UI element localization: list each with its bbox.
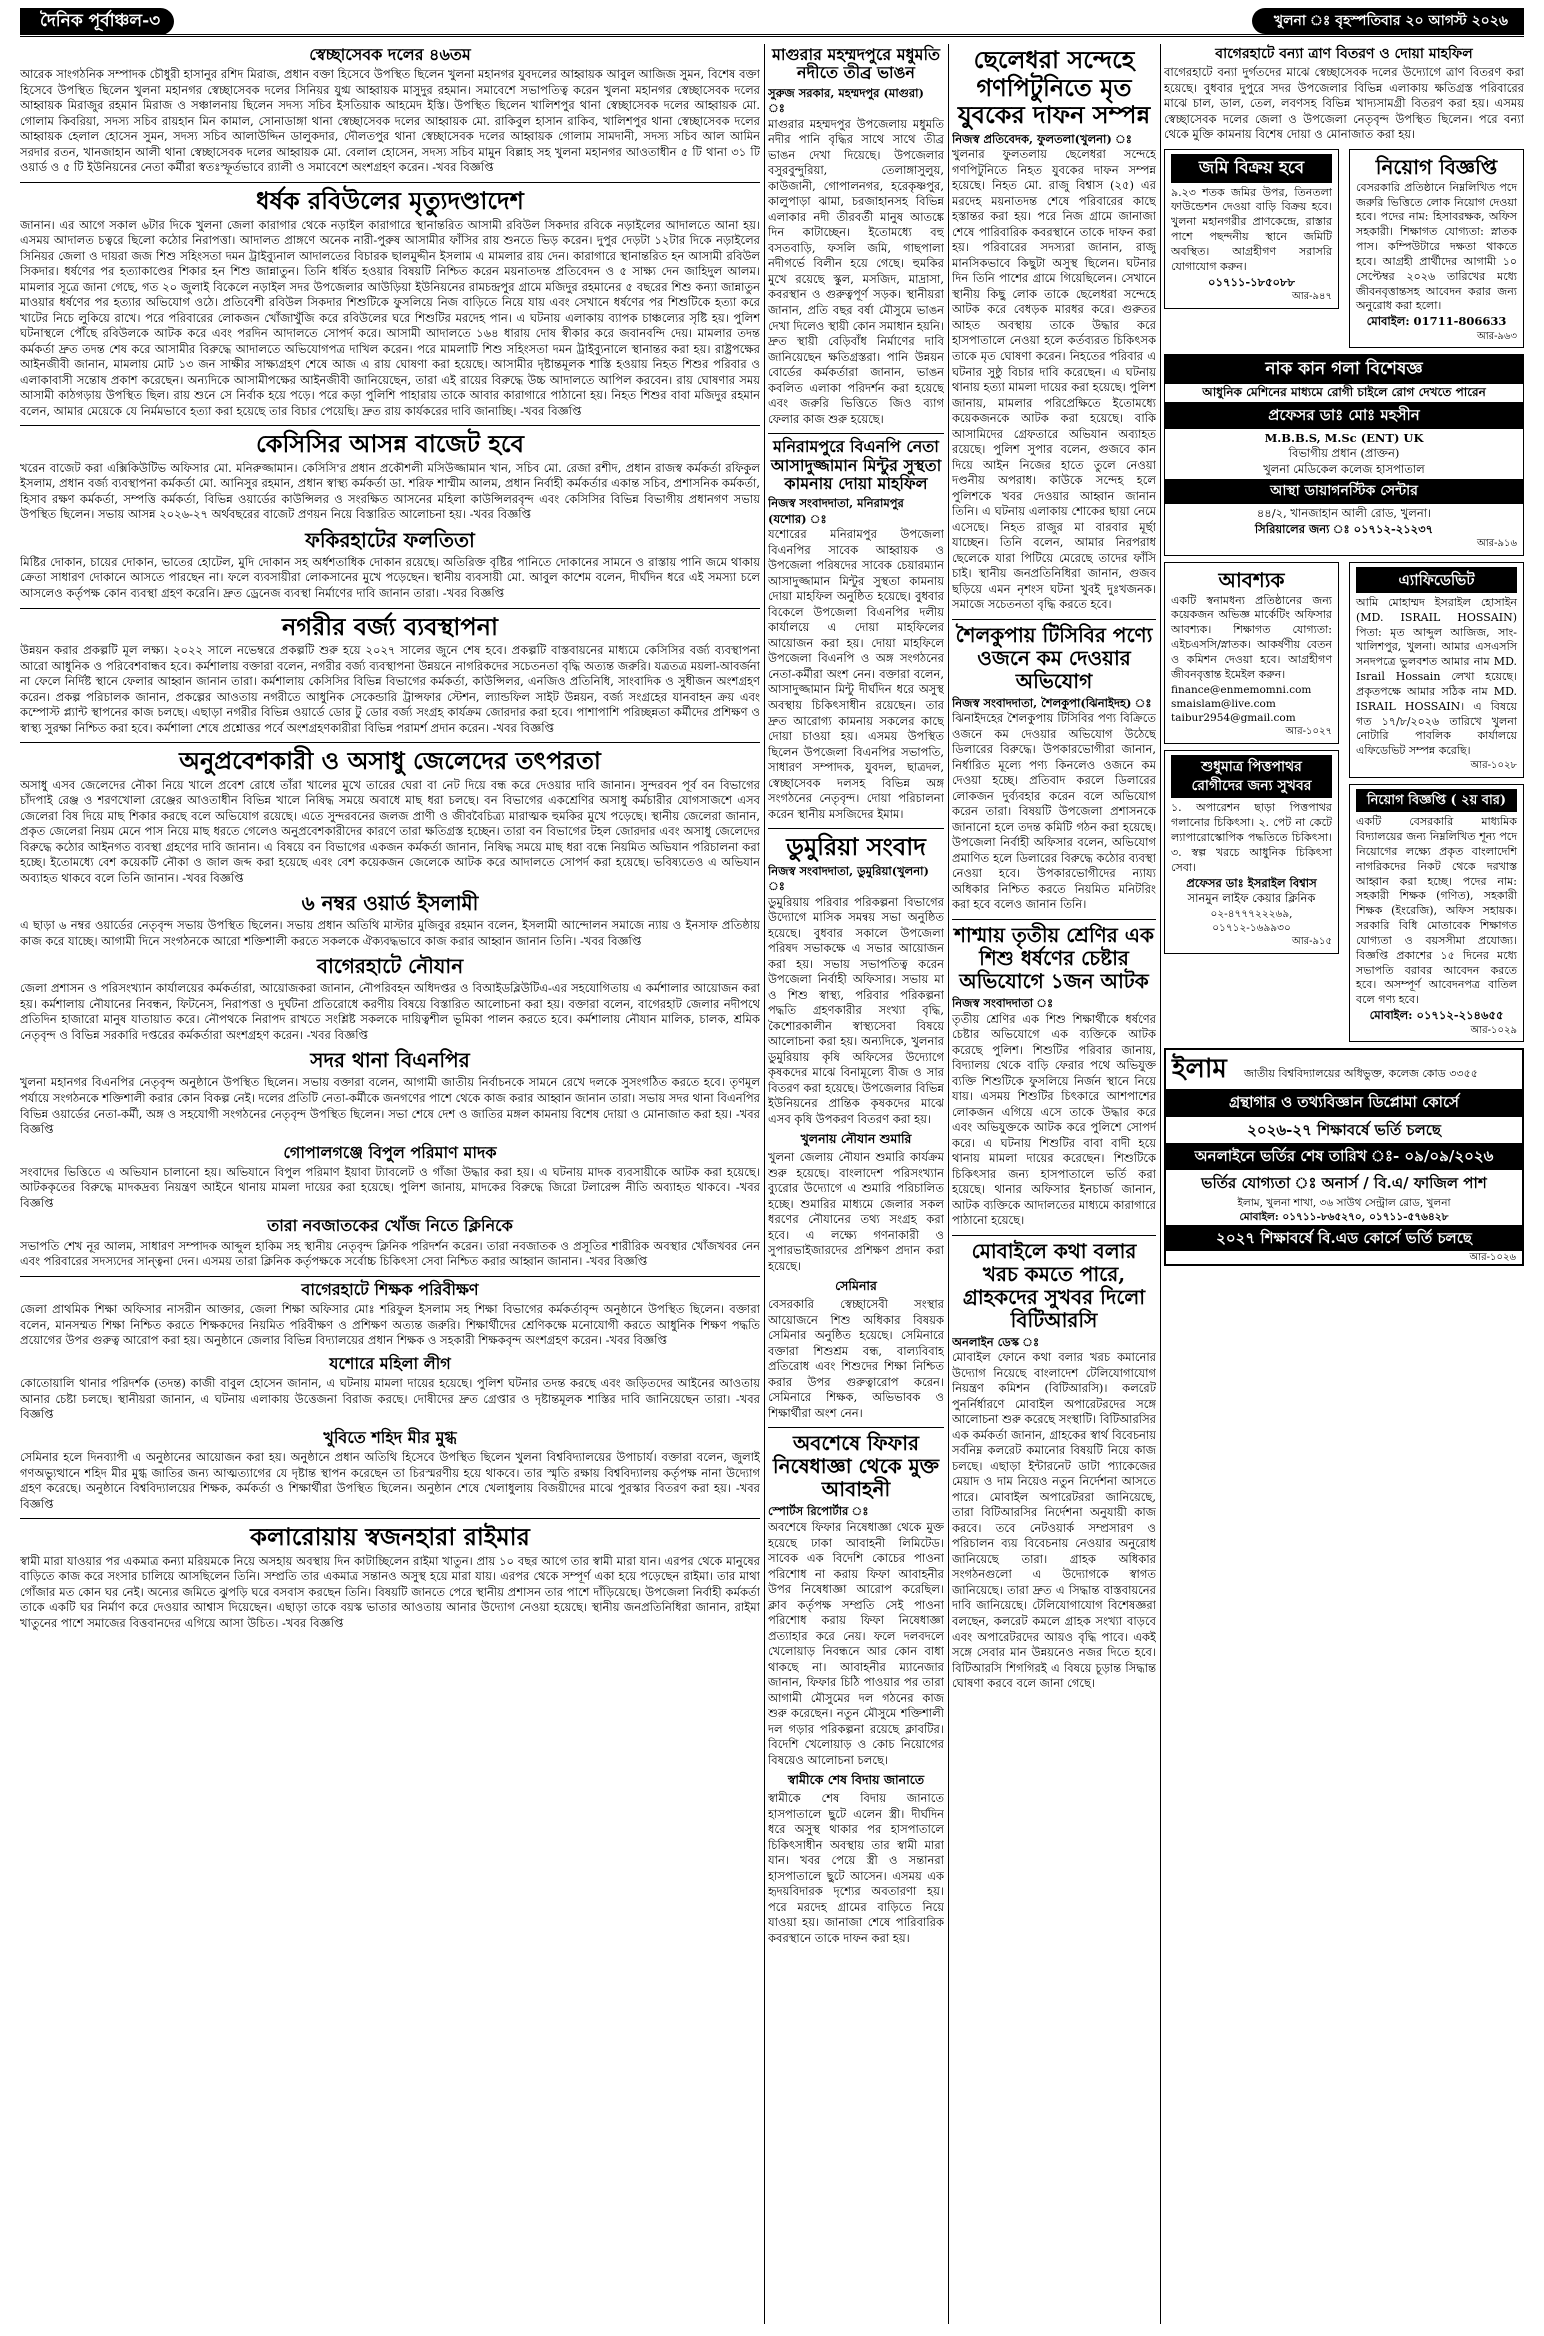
headline: মাগুরার মহম্মদপুরে মধুমতি নদীতে তীব্র ভাঙন — [771, 45, 941, 83]
bagerhat-navy-story — [20, 955, 760, 1043]
byline: সুরুজ সরকার, মহম্মদপুর (মাগুরা) ঃ — [768, 85, 924, 116]
headline: অনুপ্রবেশকারী ও অসাধু জেলেদের তৎপরতা — [179, 746, 601, 776]
subheading: স্বামীকে শেষ বিদায় জানাতে — [787, 1772, 925, 1788]
fisher-story — [20, 747, 760, 886]
tcb-story — [952, 624, 1156, 913]
headline: ৬ নম্বর ওয়ার্ড ইসলামী — [301, 891, 479, 916]
story-body: মিষ্টির দোকান, চায়ের দোকান, ভাতের হোটেল, মুদি দোকান সহ অর্ধশতাধিক দোকান রয়েছে। অতিরিক্ত বৃষ্টির পানিতে দোকানের সামনে ও রাস্তায় পানি জমে থাকায় ক্রেতা সাধারণ দোকানে আসতে পারছেন না। ফলে ব্যবসায়ীরা লোকসানের মুখে পড়েছেন। স্থানীয় ব্যবসায়ী মো. আবুল কাশেম বলেন, দীর্ঘদিন ধরে এই সমস্যা চলে আসলেও কর্তৃপক্ষ কোন ব্যবস্থা গ্রহণ করেনি। দ্রুত ড্রেনেজ ব্যবস্থা নির্মাণের দাবি জানান তারা। -খবর বিজ্ঞপ্তি — [20, 554, 760, 600]
story-body: জেলা প্রাথমিক শিক্ষা অফিসার নাসরীন আক্তার, জেলা শিক্ষা অফিসার মোঃ শরিফুল ইসলাম সহ শিক্ষা বিভাগের কর্মকর্তাবৃন্দ অনুষ্ঠানে উপস্থিত ছিলেন। বক্তারা বলেন, মানসম্মত শিক্ষা নিশ্চিত করতে শিক্ষকদের নিয়মিত পরিবীক্ষণ ও প্রশিক্ষণ অত্যন্ত জরুরি। শিক্ষার্থীদের শ্রেণিকক্ষে মনোযোগী করতে আধুনিক শিক্ষণ পদ্ধতি প্রয়োগের উপর গুরুত্ব আরোপ করা হয়। অনুষ্ঠানে জেলার বিভিন্ন বিদ্যালয়ের প্রধান শিক্ষক ও সহকারী শিক্ষকবৃন্দ অংশগ্রহণ করেন। -খবর বিজ্ঞপ্তি — [20, 1302, 760, 1348]
bnp-story — [20, 1049, 760, 1137]
center-address: ৪৪/২, খানজাহান আলী রোড, খুলনা। — [1256, 506, 1432, 521]
job-ad — [1349, 149, 1524, 349]
issue-date: খুলনা ঃ বৃহস্পতিবার ২০ আগস্ট ২০২৬ — [1252, 8, 1524, 34]
doctor-name: প্রফেসর ডাঃ মোঃ মহসীন — [1165, 402, 1523, 428]
headline: যশোরে মহিলা লীগ — [329, 1353, 451, 1373]
story-body: এ ছাড়া ৬ নম্বর ওয়ার্ডের নেতৃবৃন্দ সভায় উপস্থিত ছিলেন। সভায় প্রধান অতিথি মাস্টার মুজিবুর রহমান বলেন, ইসলামী আন্দোলন সমাজে ন্যায় ও ইনসাফ প্রতিষ্ঠায় কাজ করে যাচ্ছে। আগামী দিনে সংগঠনকে আরো শক্তিশালী করতে সকলকে ঐক্যবদ্ধভাবে কাজ করার আহ্বান জানান তিনি। -খবর বিজ্ঞপ্তি — [20, 918, 760, 948]
wanted-ad — [1164, 562, 1339, 744]
column-3 — [952, 44, 1156, 2328]
kalaroa-story — [20, 1523, 760, 1631]
byline: নিজস্ব প্রতিবেদক, ফুলতলা(খুলনা) ঃ — [952, 131, 1132, 146]
edu-story — [20, 1281, 760, 1349]
ad-email: smaislam@live.com — [1171, 697, 1276, 710]
ad-body: আমি মোহাম্মদ ইসরাইল হোসাইন (MD. ISRAIL HOSSAIN) পিতা: মৃত আব্দুল আজিজ, সাং- খালিশপুর, খুলনা। আমার এসএসসি সনদপত্রে ভুলবশত আমার নাম MD. Israil Hossain লেখা হয়েছে। প্রকৃতপক্ষে আমার সঠিক নাম MD. ISRAIL HOSSAIN। এ বিষয়ে গত ১৭/৮/২০২৬ তারিখে খুলনা নোটারি পাবলিক কার্যালয়ে এফিডেভিট সম্পন্ন করেছি। — [1356, 595, 1517, 758]
phone: মোবাইল: ০১৭১১-৮৬৫২৭০, ০১৭১১-৫৭৬৪২৮ — [1239, 1211, 1449, 1224]
column-1 — [20, 44, 760, 2328]
waste-story — [20, 613, 760, 737]
byline: নিজস্ব সংবাদদাতা, মনিরামপুর (যশোর) ঃ — [768, 496, 904, 526]
ad-contact: মোবাইল: ০১৭১২-২১৪৬৫৫ — [1369, 1008, 1504, 1023]
headline: শাশ্মায় তৃতীয় শ্রেণির এক শিশু ধর্ষণের চেষ্টার অভিযোগে ১জন আটক — [954, 922, 1154, 993]
job-ad-second — [1349, 784, 1524, 1043]
bnp-leader-story — [768, 438, 944, 822]
subheading: খুলনায় নৌযান শুমারি — [800, 1131, 912, 1147]
brand-tagline: জাতীয় বিশ্ববিদ্যালয়ের অধিভুক্ত, কলেজ কোড ৩৩৫৫ — [1243, 1067, 1478, 1081]
ad-title: নিয়োগ বিজ্ঞপ্তি — [1375, 154, 1498, 179]
ad-title: নিয়োগ বিজ্ঞপ্তি ( ২য় বার) — [1356, 789, 1517, 813]
story-body: খরেন বাজেট করা এক্সিকিউটিভ অফিসার মো. মনিরুজ্জামান। কেসিসি'র প্রধান প্রকৌশলী মসিউজ্জামান খান, সচিব মো. রেজা রশীদ, প্রধান রাজস্ব কর্মকর্তা রফিকুল ইসলাম, প্রধান বর্জ্য ব্যবস্থাপনা কর্মকর্তা মো. আনিসুর রহমান, প্রধান স্বাস্থ্য কর্মকর্তা ডা. শরিফ শাম্মীম আলম, প্রধান নির্বাহী কর্মকর্তার একান্ত সচিব, প্রশাসনিক কর্মকর্তা, হিসাব রক্ষণ কর্মকর্তা, সম্পত্তি কর্মকর্তা, বিভিন্ন ওয়ার্ডের কাউন্সিলর ও সংরক্ষিত আসনের মহিলা কাউন্সিলরবৃন্দ এবং কেসিসির বিভিন্ন বিভাগীয় প্রধানগণ সভায় উপস্থিত ছিলেন। সভায় আসন্ন ২০২৬-২৭ অর্থবছরের বাজেট প্রণয়ন নিয়ে বিস্তারিত আলোচনা হয়। -খবর বিজ্ঞপ্তি — [20, 460, 760, 522]
column-2 — [768, 44, 944, 2328]
ad-number: আর-১০২৬ — [1469, 1251, 1516, 1263]
gopalganj-story — [20, 1144, 760, 1212]
ad-title: নাক কান গলা বিশেষজ্ঞ — [1165, 355, 1523, 384]
ad-email: finance@enmemomni.com — [1171, 683, 1312, 696]
story-body: সংবাদের ভিত্তিতে এ অভিযান চালানো হয়। অভিযানে বিপুল পরিমাণ ইয়াবা ট্যাবলেট ও গাঁজা উদ্ধার করা হয়। এ ঘটনায় মাদক ব্যবসায়ীকে আটক করা হয়েছে। আটককৃতের বিরুদ্ধে মাদকদ্রব্য নিয়ন্ত্রণ আইনে থানায় মামলা দায়ের করা হয়েছে। পুলিশ জানায়, মাদকের বিরুদ্ধে জিরো টলারেন্স নীতি অব্যাহত থাকবে। -খবর বিজ্ঞপ্তি — [20, 1164, 760, 1210]
session: ২০২৬-২৭ শিক্ষাবর্ষে ভর্তি চলছে — [1166, 1116, 1522, 1143]
headline: মোবাইলে কথা বলার খরচ কমতে পারে, গ্রাহকদের সুখবর দিলো বিটিআরসি — [962, 1238, 1146, 1332]
fakirhat-story — [20, 529, 760, 602]
story-body: খুলনা জেলায় নৌযান শুমারি কার্যক্রম শুরু হয়েছে। বাংলাদেশ পরিসংখ্যান ব্যুরোর উদ্যোগে এ শুমারি পরিচালিত হচ্ছে। শুমারির মাধ্যমে জেলার সকল ধরণের নৌযানের তথ্য সংগ্রহ করা হবে। এ লক্ষ্যে গণনাকারী ও সুপারভাইজারদের প্রশিক্ষণ প্রদান করা হয়েছে। — [768, 1150, 944, 1273]
ad-number: আর-৯১৫ — [1291, 936, 1332, 948]
page-title: দৈনিক পূর্বাঞ্চল-৩ — [20, 8, 174, 35]
ilam-brand — [1166, 1050, 1522, 1089]
story-body: স্বামীকে শেষ বিদায় জানাতে হাসপাতালে ছুটে এলেন স্ত্রী। দীর্ঘদিন ধরে অসুস্থ থাকার পর হাসপাতালে চিকিৎসাধীন অবস্থায় তার স্বামী মারা যান। খবর পেয়ে স্ত্রী ও সন্তানরা হাসপাতালে ছুটে আসেন। এসময় এক হৃদয়বিদারক দৃশ্যের অবতারণা হয়। পরে মরদেহ গ্রামের বাড়িতে নিয়ে যাওয়া হয়। জানাজা শেষে পারিবারিক কবরস্থানে তাকে দাফন করা হয়। — [768, 1791, 944, 1945]
byline: নিজস্ব সংবাদদাতা ঃ — [952, 995, 1054, 1010]
story-body: সভাপতি শেখ নূর আলম, সাধারণ সম্পাদক আব্দুল হাকিম সহ স্থানীয় নেতৃবৃন্দ ক্লিনিক পরিদর্শন করেন। তারা নবজাতক ও প্রসূতির শারীরিক অবস্থার খোঁজখবর নেন এবং পরিবারের সদস্যদের সান্ত্বনা দেন। এসময় তারা ক্লিনিক কর্তৃপক্ষকে সর্বোচ্চ চিকিৎসা সেবা নিশ্চিত করার আহ্বান জানান। -খবর বিজ্ঞপ্তি — [20, 1238, 760, 1269]
ad-title: জমি বিক্রয় হবে — [1171, 154, 1332, 183]
brand-name: ইলাম — [1172, 1054, 1227, 1085]
ad-title: আবশ্যক — [1218, 567, 1285, 592]
eligibility: ভর্তির যোগ্যতা ঃ অনার্স / বি.এ/ ফাজিল পাশ — [1166, 1169, 1522, 1196]
headline: বাগেরহাটে বন্যা ত্রাণ বিতরণ ও দোয়া মাহফিল — [1215, 46, 1473, 62]
story-body: ডুমুরিয়ায় পরিবার পরিকল্পনা বিভাগের উদ্যোগে মাসিক সমন্বয় সভা অনুষ্ঠিত হয়েছে। বুধবার সকালে উপজেলা পরিষদ সভাকক্ষে এ সভার আয়োজন করা হয়। সভায় সভাপতিত্ব করেন উপজেলা নির্বাহী অফিসার। সভায় মা ও শিশু স্বাস্থ্য, পরিবার পরিকল্পনা পদ্ধতি গ্রহণকারীর সংখ্যা বৃদ্ধি, কৈশোরকালীন স্বাস্থ্যসেবা বিষয়ে আলোচনা করা হয়। অন্যদিকে, খুলনার ডুমুরিয়ায় কৃষি অফিসের উদ্যোগে কৃষকদের মাঝে বিনামূল্যে বীজ ও সার বিতরণ করা হয়েছে। উপজেলার বিভিন্ন ইউনিয়নের প্রান্তিক কৃষকদের মাঝে এসব কৃষি উপকরণ বিতরণ করা হয়। — [768, 894, 944, 1126]
flood-relief-story — [1164, 46, 1524, 143]
column-divider — [764, 44, 765, 2324]
jessore-story — [20, 1355, 760, 1423]
ad-number: আর-১০২৯ — [1470, 1024, 1517, 1036]
story-body: স্বামী মারা যাওয়ার পর একমাত্র কন্যা মরিয়মকে নিয়ে অসহায় অবস্থায় দিন কাটাচ্ছিলেন রাইমা খাতুন। প্রায় ১০ বছর আগে তার স্বামী মারা যান। এরপর থেকে মানুষের বাড়িতে কাজ করে সংসার চালিয়ে আসছিলেন তিনি। সম্প্রতি তার একমাত্র সন্তানও অসুস্থ হয়ে মারা যায়। এরপর থেকে সম্পূর্ণ একা হয়ে পড়েছেন রাইমা। তার মাথা গোঁজার মত কোন ঘর নেই। অন্যের জমিতে ঝুপড়ি ঘরে বসবাস করছেন তিনি। বিষয়টি জানতে পেরে স্থানীয় প্রশাসন তার পাশে দাঁড়িয়েছে। উপজেলা নির্বাহী কর্মকর্তা তাকে একটি ঘর নির্মাণ করে দেওয়ার আশ্বাস দিয়েছেন। এছাড়া তাকে বয়স্ক ভাতার আওতায় আনার উদ্যোগ নেওয়া হয়েছে। স্থানীয় জনপ্রতিনিধিরা জানান, রাইমা খাতুনের পাশে সমাজের বিত্তবানদের এগিয়ে আসা উচিত। -খবর বিজ্ঞপ্তি — [20, 1553, 760, 1630]
ent-doctor-ad — [1164, 354, 1524, 555]
ad-number: আর-১০২৮ — [1470, 760, 1517, 772]
story-body: আরেক সাংগঠনিক সম্পাদক চৌধুরী হাসানুর রশিদ মিরাজ, প্রধান বক্তা হিসেবে উপস্থিত ছিলেন খুলনা মহানগর যুবদলের আহ্বায়ক আবুল আজিজ সুমন, বিশেষ বক্তা হিসেবে উপস্থিত ছিলেন খুলনা মহানগর স্বেচ্ছাসেবক দলের সিনিয়র যুগ্ম আহ্বায়ক মাসুদুর রহমান। সমাবেশে সভাপতিত্ব করেন খুলনা মহানগর স্বেচ্ছাসেবক দলের আহ্বায়ক মিরাজুর রহমান মিরাজ ও সঞ্চালনায় ছিলেন সদস্য সচিব ইসতিয়াক আহমেদ ইস্তি। উপস্থিত ছিলেন খালিশপুর থানা স্বেচ্ছাসেবক দলের আহ্বায়ক মো. গোলাম কিবরিয়া, সদস্য সচিব রায়হান মিন কামাল, সোনাডাঙ্গা থানা স্বেচ্ছাসেবক দলের আহ্বায়ক মো. রাকিবুল হাসান রাকিব, খালিশপুর থানা স্বেচ্ছাসেবক দলের আহ্বায়ক হেলাল হোসেন সুমন, সদস্য সচিব আলাউদ্দিন ডালুকদার, দৌলতপুর থানা স্বেচ্ছাসেবক দলের আহ্বায়ক গোলাম সামদানী, সদস্য সচিব আল আমিন সরদার রতন, খানজাহান আলী থানা স্বেচ্ছাসেবক দলের আহ্বায়ক মো. বেলাল হোসেন, সদস্য সচিব মামুন বিল্লাহ সহ খুলনা মহানগর আওতাধীন ৫ টি থানা ৩১ টি ওয়ার্ড ও ৫ টি ইউনিয়নের নেতা কর্মীরা স্বতঃস্ফূর্তভাবে র‍্যালী ও সমাবেশে অংশগ্রহণ করেন। -খবর বিজ্ঞপ্তি — [20, 67, 760, 175]
headline: নগরীর বর্জ্য ব্যবস্থাপনা — [282, 611, 498, 641]
ad-title: শুধুমাত্র পিত্তপাথর রোগীদের জন্য সুখবর — [1171, 755, 1332, 799]
ad-subtitle: আধুনিক মেশিনের মাধ্যমে রোগী চাইলে রোগ দেখতে পারেন — [1202, 385, 1486, 400]
byline: নিজস্ব সংবাদদাতা, শৈলকুপা(ঝিনাইদহ) ঃ — [952, 695, 1152, 710]
ad-number: আর-১০২৭ — [1285, 726, 1332, 738]
ad-clinic: সানমুন লাইফ কেয়ার ক্লিনিক — [1187, 891, 1316, 906]
bed-admission: ২০২৭ শিক্ষাবর্ষে বি.এড কোর্সে ভর্তি চলছে — [1166, 1225, 1522, 1251]
headline: স্বেচ্ছাসেবক দলের ৪৬তম — [309, 45, 471, 64]
headline: ডুমুরিয়া সংবাদ — [786, 832, 926, 862]
gallstone-ad — [1164, 750, 1339, 954]
headline: বাগেরহাটে শিক্ষক পরিবীক্ষণ — [301, 1279, 479, 1299]
byline: নিজস্ব সংবাদদাতা, ডুমুরিয়া(খুলনা) ঃ — [768, 863, 929, 894]
kcc-budget-story — [20, 430, 760, 523]
ward6-story — [20, 892, 760, 949]
story-body: ঝিনাইদহের শৈলকুপায় টিসিবির পণ্য বিক্রিতে ওজনে কম দেওয়ার অভিযোগ উঠেছে ডিলারের বিরুদ্ধে। উপকারভোগীরা জানান, নির্ধারিত মূল্যে পণ্য কিনলেও ওজনে কম দেওয়া হচ্ছে। প্রতিবাদ করলে ডিলারের লোকজন দুর্ব্যবহার করেন বলে অভিযোগ করেন তারা। বিষয়টি উপজেলা প্রশাসনকে জানানো হলে তদন্ত কমিটি গঠন করা হয়েছে। উপজেলা নির্বাহী অফিসার বলেন, অভিযোগ প্রমাণিত হলে ডিলারের বিরুদ্ধে কঠোর ব্যবস্থা নেওয়া হবে। উপকারভোগীদের ন্যায্য অধিকার নিশ্চিত করতে নিয়মিত মনিটরিং করা হবে বলেও জানান তিনি। — [952, 711, 1156, 912]
course-name: গ্রন্থাগার ও তথ্যবিজ্ঞান ডিপ্লোমা কোর্সে — [1166, 1089, 1522, 1115]
story-body: সেমিনার হলে দিনব্যাপী এ অনুষ্ঠানের আয়োজন করা হয়। অনুষ্ঠানে প্রধান অতিথি হিসেবে উপস্থিত ছিলেন খুলনা বিশ্ববিদ্যালয়ের উপাচার্য। বক্তারা বলেন, জুলাই গণঅভ্যুত্থানে শহিদ মীর মুগ্ধ জাতির জন্য আত্মত্যাগের যে দৃষ্টান্ত স্থাপন করেছেন তা চিরস্মরণীয় হয়ে থাকবে। তার স্মৃতি রক্ষায় বিশ্ববিদ্যালয় কর্তৃপক্ষ নানা উদ্যোগ গ্রহণ করেছে। অনুষ্ঠানে বিশ্ববিদ্যালয়ের শিক্ষক, কর্মকর্তা ও শিক্ষার্থীরা উপস্থিত ছিলেন। অনুষ্ঠান শেষে খেলাধুলায় বিজয়ীদের মাঝে পুরস্কার বিতরণ করা হয়। -খবর বিজ্ঞপ্তি — [20, 1450, 760, 1511]
ad-body: ১. অপারেশন ছাড়া পিত্তপাথর গলানোর চিকিৎসা। ২. পেট না কেটে ল্যাপারোস্কোপিক পদ্ধতিতে চিকিৎসা। ৩. স্বল্প খরচে আধুনিক চিকিৎসা সেবা। — [1171, 801, 1332, 874]
story-body: তৃতীয় শ্রেণির এক শিশু শিক্ষার্থীকে ধর্ষণের চেষ্টার অভিযোগে এক ব্যক্তিকে আটক করেছে পুলিশ। শিশুটির পরিবার জানায়, বিদ্যালয় থেকে বাড়ি ফেরার পথে অভিযুক্ত ব্যক্তি শিশুটিকে ফুসলিয়ে নির্জন স্থানে নিয়ে যায়। এসময় শিশুটির চিৎকারে আশপাশের লোকজন এগিয়ে এসে তাকে উদ্ধার করে এবং অভিযুক্তকে আটক করে পুলিশে সোপর্দ করে। এ ঘটনায় শিশুটির বাবা বাদী হয়ে থানায় মামলা দায়ের করেছেন। শিশুটিকে চিকিৎসার জন্য হাসপাতালে ভর্তি করা হয়েছে। থানার অফিসার ইনচার্জ জানান, আটক ব্যক্তিকে আদালতের মাধ্যমে কারাগারে পাঠানো হয়েছে। — [952, 1011, 1156, 1228]
story-body: অসাধু এসব জেলেদের নৌকা নিয়ে খালে প্রবেশ রোধে তাঁরা খালের মুখে তারের ঘেরা বা নেট দিয়ে বন্ধ করে দেওয়ার দাবি জানান। সুন্দরবন পূর্ব বন বিভাগের চাঁদপাই রেঞ্জ ও শরণখোলা রেঞ্জের আওতাধীন বিভিন্ন খালে নিষিদ্ধ সময়ে অবাধে মাছ ধরা চলছে। বন বিভাগের একশ্রেণির অসাধু কর্মচারীর যোগসাজশে এসব জেলেরা বিষ দিয়ে মাছ শিকার করছে বলে অভিযোগ রয়েছে। এতে সুন্দরবনের জলজ প্রাণী ও জীববৈচিত্র্য মারাত্মক হুমকির মুখে পড়েছে। স্থানীয় জেলেরা জানান, প্রকৃত জেলেরা নিয়ম মেনে পাস নিয়ে মাছ ধরতে গেলেও অনুপ্রবেশকারীদের কারণে তারা ক্ষতিগ্রস্ত হচ্ছেন। তারা বন বিভাগের টহল জোরদার এবং অসাধু জেলেদের বিরুদ্ধে কঠোর আইনগত ব্যবস্থা গ্রহণের দাবি জানান। এ বিষয়ে বন বিভাগের একজন কর্মকর্তা জানান, নিষিদ্ধ সময়ে মাছ ধরা বন্ধে নিয়মিত অভিযান পরিচালনা করা হচ্ছে। ইতোমধ্যে বেশ কয়েকটি নৌকা ও জাল জব্দ করা হয়েছে এবং বেশ কয়েকজন জেলেকে আটক করে আদালতে সোপর্দ করা হয়েছে। ভবিষ্যতেও এ অভিযান অব্যাহত থাকবে বলে তিনি জানান। -খবর বিজ্ঞপ্তি — [20, 777, 760, 885]
ad-email: taibur2954@gmail.com — [1171, 712, 1296, 725]
ad-body: ৯.২৩ শতক জমির উপর, তিনতলা ফাউন্ডেশন দেওয়া বাড়ি বিক্রয় হবে। খুলনা মহানগরীর প্রাণকেন্দ্রে, রাস্তার পাশে পছন্দনীয় স্থানে জমিটি অবস্থিত। আগ্রহীগণ সরাসরি যোগাযোগ করুন। — [1171, 185, 1332, 273]
headline: ধর্ষক রবিউলের মৃত্যুদণ্ডাদেশ — [256, 186, 524, 215]
headline: সদর থানা বিএনপির — [310, 1048, 470, 1073]
ad-body: একটি বেসরকারি মাধ্যমিক বিদ্যালয়ের জন্য নিম্নলিখিত শূন্য পদে নিয়োগের লক্ষ্যে প্রকৃত বাংলাদেশি নাগরিকদের নিকট থেকে দরখাস্ত আহ্বান করা হচ্ছে। পদের নাম: সহকারী শিক্ষক (গণিত), সহকারী শিক্ষক (ইংরেজি), অফিস সহায়ক। সরকারি বিধি মোতাবেক শিক্ষাগত যোগ্যতা ও বয়সসীমা প্রযোজ্য। বিজ্ঞপ্তি প্রকাশের ১৫ দিনের মধ্যে সভাপতি বরাবর আবেদন করতে হবে। অসম্পূর্ণ আবেদনপত্র বাতিল বলে গণ্য হবে। — [1356, 815, 1517, 1007]
deadline: অনলাইনে ভর্তির শেষ তারিখ ঃ- ০৯/০৯/২০২৬ — [1166, 1143, 1522, 1169]
story-body: উন্নয়ন করার প্রকল্পটি মূল লক্ষ্য। ২০২২ সালে নভেম্বরে প্রকল্পটি শুরু হয়ে ২০২৭ সালের জুনে শেষ হবে। প্রকল্পটি বাস্তবায়নের মাধ্যমে কেসিসির বর্জ্য ব্যবস্থাপনা আরো আধুনিক ও পরিবেশবান্ধব হবে। কর্মশালায় বক্তারা বলেন, নগরীর বর্জ্য ব্যবস্থাপনা উন্নয়নে নাগরিকদের সচেতনতা বৃদ্ধি অত্যন্ত জরুরি। যত্রতত্র ময়লা-আবর্জনা না ফেলে নির্দিষ্ট স্থানে ফেলার আহ্বান জানান তারা। কর্মশালায় কেসিসির বিভিন্ন বিভাগের কর্মকর্তা, কাউন্সিলর, এনজিও প্রতিনিধি, সাংবাদিক ও সুধীজন অংশগ্রহণ করেন। প্রকল্প পরিচালক জানান, প্রকল্পের আওতায় নগরীতে আধুনিক সেকেন্ডারি ট্রান্সফার স্টেশন, ল্যান্ডফিল সাইট উন্নয়ন, বর্জ্য সংগ্রহের যানবাহন ক্রয় এবং কম্পোস্ট প্ল্যান্ট স্থাপনের কাজ চলছে। এছাড়া নগরীর বিভিন্ন ওয়ার্ডে ডোর টু ডোর বর্জ্য সংগ্রহ কার্যক্রম জোরদার করা হবে। পাশাপাশি পরিচ্ছন্নতা কর্মীদের প্রশিক্ষণ ও স্বাস্থ্য সুরক্ষা নিশ্চিত করা হবে। কর্মশালা শেষে প্রশ্নোত্তর পর্বে অংশগ্রহণকারীরা বিভিন্ন পরামর্শ প্রদান করেন। -খবর বিজ্ঞপ্তি — [20, 643, 760, 735]
rape-verdict-story — [20, 187, 760, 419]
ad-contact: ০২-৪৭৭৭২২২৬৯, ০১৭১২-১৬৯৯৩০ — [1210, 907, 1293, 934]
doctor-college: খুলনা মেডিকেল কলেজ হাসপাতাল — [1263, 461, 1425, 476]
baby-story — [20, 1217, 760, 1269]
khubi-story — [20, 1429, 760, 1512]
story-body: কোতোয়ালি থানার পরিদর্শক (তদন্ত) কাজী বাবুল হোসেন জানান, এ ঘটনায় মামলা দায়ের হয়েছে। পুলিশ ঘটনার তদন্ত করছে এবং জড়িতদের আইনের আওতায় আনার চেষ্টা চলছে। স্থানীয়রা জানান, এ ঘটনায় এলাকায় উত্তেজনা বিরাজ করছে। দোষীদের দ্রুত গ্রেপ্তার ও দৃষ্টান্তমূলক শাস্তির দাবি জানিয়েছেন তারা। -খবর বিজ্ঞপ্তি — [20, 1376, 760, 1422]
story-body: অবশেষে ফিফার নিষেধাজ্ঞা থেকে মুক্ত হয়েছে ঢাকা আবাহনী লিমিটেড। সাবেক এক বিদেশি কোচের পাওনা পরিশোধ না করায় ফিফা আবাহনীর উপর নিষেধাজ্ঞা আরোপ করেছিল। ক্লাব কর্তৃপক্ষ সম্প্রতি সেই পাওনা পরিশোধ করায় ফিফা নিষেধাজ্ঞা প্রত্যাহার করে নেয়। ফলে দলবদলে খেলোয়াড় নিবন্ধনে আর কোন বাধা থাকছে না। আবাহনীর ম্যানেজার জানান, ফিফার চিঠি পাওয়ার পর তারা আগামী মৌসুমের দল গঠনের কাজ শুরু করেছেন। নতুন মৌসুমে শক্তিশালী দল গড়ার পরিকল্পনা রয়েছে ক্লাবটির। বিদেশি খেলোয়াড় ও কোচ নিয়োগের বিষয়েও আলোচনা চলছে। — [768, 1520, 944, 1767]
doctor-role: বিভাগীয় প্রধান (প্রাক্তন) — [1288, 446, 1400, 461]
ad-contact: ০১৭১১-১৮৫০৮৮ — [1208, 274, 1295, 289]
story-body: জানান। এর আগে সকাল ৬টার দিকে খুলনা জেলা কারাগার থেকে নড়াইল কারাগারে স্থানান্তরিত আসামী রবিউল সিকদার রবিকে নড়াইলের আদালতে আনা হয়। এসময় আদালত চত্বরে ছিলো কঠোর নিরাপত্তা। আদালত প্রাঙ্গণে অনেক নারী-পুরুষ আসামীর ফাঁসির রায় শুনতে ভিড় করেন। দুপুর দেড়টা ১২টার দিকে নড়াইলের সিনিয়র জেলা ও দায়রা জজ শিশু সহিংসতা দমন ট্রাইব্যুনাল আদালতের বিচারক ছালমুদ্দীন ইসলাম এ মামলার রায় দেন। কারাগারে স্থানান্তরিত হন আসামী রবিউল সিকদার। ধর্ষণের পর হত্যাকাণ্ডের শিকার হন শিশু জান্নাতুন। তিনি ধর্ষিত হওয়ার বিষয়টি নিশ্চিত করেন ময়নাতদন্ত প্রতিবেদন ও ৫ সাক্ষ্য দেন জাহিদুল আলম। মামলার সূত্রে জানা গেছে, গত ২০ জুলাই বিকেলে নড়াইল সদর উপজেলার আউড়িয়া ইউনিয়নের রামচন্দ্রপুর গ্রামে মজিদুর রহমানের ৫ বছরের শিশু কন্যা জান্নাতুন মাওয়ার ধর্ষণের পর হত্যার অভিযোগ ওঠে। প্রতিবেশী রবিউল সিকদার শিশুটিকে ফুসলিয়ে নিজ বাড়িতে নিয়ে যায় এবং সেখানে ধর্ষণের পর শিশুটিকে হত্যা করে খাটের নিচে লুকিয়ে রাখে। পরে পরিবারের লোকজন খোঁজাখুঁজি করে রবিউলের ঘরে শিশুটির মরদেহ পান। এ ঘটনায় এলাকায় ব্যাপক চাঞ্চল্যের সৃষ্টি হয়। পুলিশ ঘটনাস্থলে পৌঁছে রবিউলকে আটক করে এবং পরদিন আদালতে সোপর্দ করে। আসামী আদালতে ১৬৪ ধারায় দোষ স্বীকার করে জবানবন্দি দেয়। মামলার তদন্ত কর্মকর্তা দ্রুত তদন্ত শেষ করে আসামীর বিরুদ্ধে আদালতে অভিযোগপত্র দাখিল করেন। পরে মামলাটি শিশু সহিংসতা দমন ট্রাইব্যুনালে স্থানান্তর করা হয়। রাষ্ট্রপক্ষের আইনজীবী জানান, মামলায় মোট ১৩ জন সাক্ষীর সাক্ষ্যগ্রহণ শেষে আজ এ রায় ঘোষণা করা হয়েছে। আসামীর দৃষ্টান্তমূলক শাস্তি হওয়ায় নিহত শিশুর পরিবার ও এলাকাবাসী সন্তোষ প্রকাশ করেছেন। অন্যদিকে আসামীপক্ষের আইনজীবী জানিয়েছেন, তারা এই রায়ের বিরুদ্ধে উচ্চ আদালতে আপিল করবেন। রায় ঘোষণার সময় আসামী কাঠগড়ায় উপস্থিত ছিল। রায় শুনে সে নির্বাক হয়ে পড়ে। পরে কড়া পুলিশি পাহারায় তাকে আবার কারাগারে পাঠানো হয়। নিহত শিশুর বাবা মজিদুর রহমান বলেন, আমার মেয়েকে যে নির্মমভাবে হত্যা করা হয়েছে তার বিচার পেয়েছি। দ্রুত রায় কার্যকরের দাবি জানাচ্ছি। -খবর বিজ্ঞপ্তি — [20, 217, 760, 418]
column-4 — [1164, 44, 1524, 2328]
mobile-rate-story — [952, 1240, 1156, 1692]
story-body: বাগেরহাটে বন্যা দুর্গতদের মাঝে স্বেচ্ছাসেবক দলের উদ্যোগে ত্রাণ বিতরণ করা হয়েছে। বুধবার দুপুরে সদর উপজেলার বিভিন্ন এলাকায় ক্ষতিগ্রস্ত পরিবারের মাঝে চাল, ডাল, তেল, লবণসহ বিভিন্ন খাদ্যসামগ্রী বিতরণ করা হয়। এসময় স্বেচ্ছাসেবক দলের জেলা ও উপজেলা নেতৃবৃন্দ উপস্থিত ছিলেন। পরে বন্যা থেকে মুক্তি কামনায় বিশেষ দোয়া ও মোনাজাত করা হয়। — [1164, 65, 1524, 142]
headline: কেসিসির আসন্ন বাজেট হবে — [256, 429, 524, 459]
story-body: মাগুরার মহম্মদপুর উপজেলায় মধুমতি নদীর পানি বৃদ্ধির সাথে সাথে তীব্র ভাঙন দেখা দিয়েছে। উপজেলার বসুরবুন্দুরিয়া, তেলাঙ্গাসুলুয়, কাউজানী, গোপালনগর, হরেকৃষ্ণপুর, কালুপাড়া ঝামা, চরজাহানসহ বিভিন্ন এলাকার নদী তীরবর্তী মানুষ আতঙ্কে দিন কাটাচ্ছেন। ইতোমধ্যে বহু বসতবাড়ি, ফসলি জমি, গাছপালা নদীগর্ভে বিলীন হয়ে গেছে। হুমকির মুখে রয়েছে স্কুল, মসজিদ, মাদ্রাসা, কবরস্থান ও গুরুত্বপূর্ণ সড়ক। স্থানীয়রা জানান, প্রতি বছর বর্ষা মৌসুমে ভাঙন দেখা দিলেও স্থায়ী কোন সমাধান হয়নি। দ্রুত স্থায়ী বেড়িবাঁধ নির্মাণের দাবি জানিয়েছেন ক্ষতিগ্রস্তরা। পানি উন্নয়ন বোর্ডের কর্মকর্তারা জানান, ভাঙন কবলিত এলাকা পরিদর্শন করা হয়েছে এবং জরুরি ভিত্তিতে জিও ব্যাগ ফেলার কাজ শুরু হয়েছে। — [768, 116, 944, 426]
headline: কলারোয়ায় স্বজনহারা রাইমার — [250, 1522, 530, 1552]
abahani-story — [768, 1432, 944, 1946]
doctor-degree: M.B.B.S, M.Sc (ENT) UK — [1264, 430, 1424, 445]
story-body: বেসরকারি স্বেচ্ছাসেবী সংস্থার আয়োজনে শিশু অধিকার বিষয়ক সেমিনার অনুষ্ঠিত হয়েছে। সেমিনারে বক্তারা শিশুশ্রম বন্ধ, বাল্যবিবাহ প্রতিরোধ এবং শিশুদের শিক্ষা নিশ্চিত করার উপর গুরুত্বারোপ করেন। সেমিনারে শিক্ষক, অভিভাবক ও শিক্ষার্থীরা অংশ নেন। — [768, 1297, 944, 1420]
ad-number: আর-৯৪৭ — [1291, 291, 1332, 303]
story-body: খুলনার ফুলতলায় ছেলেধরা সন্দেহে গণপিটুনিতে নিহত যুবকের দাফন সম্পন্ন হয়েছে। নিহত মো. রাজু বিশ্বাস (২৫) এর মরদেহ ময়নাতদন্ত শেষে পরিবারের কাছে হস্তান্তর করা হয়। পরে নিজ গ্রামে জানাজা শেষে পারিবারিক কবরস্থানে তাকে দাফন করা হয়। পরিবারের সদস্যরা জানান, রাজু মানসিকভাবে কিছুটা অসুস্থ ছিলেন। ঘটনার দিন তিনি পাশের গ্রামে গিয়েছিলেন। সেখানে স্থানীয় কিছু লোক তাকে ছেলেধরা সন্দেহে আটক করে বেধড়ক মারধর করে। গুরুতর আহত অবস্থায় তাকে উদ্ধার করে হাসপাতালে নেওয়া হলে কর্তব্যরত চিকিৎসক তাকে মৃত ঘোষণা করেন। নিহতের পরিবার এ ঘটনার সুষ্ঠু বিচার দাবি করেছেন। এ ঘটনায় থানায় হত্যা মামলা দায়ের করা হয়েছে। পুলিশ জানায়, মামলার পরিপ্রেক্ষিতে ইতোমধ্যে কয়েকজনকে আটক করা হয়েছে। বাকি আসামিদের গ্রেফতারে অভিযান অব্যাহত রয়েছে। পুলিশ সুপার বলেন, গুজবে কান দিয়ে আইন নিজের হাতে তুলে নেওয়া দণ্ডনীয় অপরাধ। কাউকে সন্দেহ হলে পুলিশকে খবর দেওয়ার আহ্বান জানান তিনি। এ ঘটনায় এলাকায় শোকের ছায়া নেমে এসেছে। নিহত রাজুর মা বারবার মূর্ছা যাচ্ছেন। তিনি বলেন, আমার নিরপরাধ ছেলেকে যারা পিটিয়ে মেরেছে তাদের ফাঁসি চাই। স্থানীয় জনপ্রতিনিধিরা জানান, গুজব ছড়িয়ে এমন নৃশংস ঘটনা খুবই দুঃখজনক। সমাজে সচেতনতা বৃদ্ধি করতে হবে। — [952, 147, 1156, 612]
ad-number: আর-৯৬৩ — [1476, 330, 1517, 342]
headline: গোপালগঞ্জে বিপুল পরিমাণ মাদক — [283, 1142, 497, 1162]
ilam-admission-ad — [1164, 1048, 1524, 1266]
byline: অনলাইন ডেস্ক ঃ — [952, 1334, 1040, 1349]
ad-body: বেসরকারি প্রতিষ্ঠানে নিম্নলিখিত পদে জরুরি ভিত্তিতে লোক নিয়োগ দেওয়া হবে। পদের নাম: হিসাবরক্ষক, অফিস সহকারী। শিক্ষাগত যোগ্যতা: স্নাতক পাস। কম্পিউটারে দক্ষতা থাকতে হবে। আগ্রহী প্রার্থীদের আগামী ১০ সেপ্টেম্বর ২০২৬ তারিখের মধ্যে জীবনবৃত্তান্তসহ আবেদন করার জন্য অনুরোধ করা হলো। — [1356, 180, 1517, 313]
affidavit-ad — [1349, 562, 1524, 778]
serial-phone: সিরিয়ালের জন্য ঃ ০১৭১২-২১২৩৭ — [1254, 521, 1434, 536]
subheading: সেমিনার — [835, 1278, 877, 1294]
headline: খুবিতে শহিদ মীর মুগ্ধ — [323, 1427, 457, 1447]
land-sale-ad — [1164, 149, 1339, 309]
story-body: খুলনা মহানগর বিএনপির নেতৃবৃন্দ অনুষ্ঠানে উপস্থিত ছিলেন। সভায় বক্তারা বলেন, আগামী জাতীয় নির্বাচনকে সামনে রেখে দলকে সুসংগঠিত করতে হবে। তৃণমূল পর্যায়ে সংগঠনকে শক্তিশালী করার কোন বিকল্প নেই। দলের প্রতিটি নেতা-কর্মীকে জনগণের পাশে থেকে কাজ করার আহ্বান জানান তারা। সভায় সদর থানা বিএনপির বিভিন্ন ওয়ার্ডের নেতা-কর্মী, অঙ্গ ও সহযোগী সংগঠনের নেতৃবৃন্দ উপস্থিত ছিলেন। সভা শেষে দেশ ও জাতির মঙ্গল কামনায় বিশেষ দোয়া ও মোনাজাত করা হয়। -খবর বিজ্ঞপ্তি — [20, 1075, 760, 1137]
dumuria-story — [768, 833, 944, 1421]
headline: অবশেষে ফিফার নিষেধাজ্ঞা থেকে মুক্ত আবাহনী — [772, 1431, 940, 1502]
headline: মনিরামপুরে বিএনপি নেতা আসাদুজ্জামান মিন্টুর সুস্থতা কামনায় দোয়া মাহফিল — [770, 437, 942, 493]
diagnostic-center: আস্থা ডায়াগনস্টিক সেন্টার — [1165, 479, 1523, 504]
column-divider — [1160, 44, 1161, 2324]
story-body: জেলা প্রশাসন ও পরিসংখ্যান কার্যালয়ের কর্মকর্তারা, আয়োজকরা জানান, নৌপরিবহন অধিদপ্তর ও বিআইডব্লিউটিএ-এর সহযোগিতায় এ কর্মশালার আয়োজন করা হয়। কর্মশালায় নৌযানের নিবন্ধন, ফিটনেস, নিরাপত্তা ও দুর্ঘটনা প্রতিরোধে করণীয় বিষয়ে বিস্তারিত আলোচনা করা হয়। বক্তারা বলেন, বাগেরহাট জেলার নদীপথে প্রতিদিন হাজারো মানুষ যাতায়াত করে। নৌপথকে নিরাপদ রাখতে সংশ্লিষ্ট সকলকে দায়িত্বশীল ভূমিকা পালন করতে হবে। কর্মশালায় নৌযান মালিক, চালক, শ্রমিক নেতৃবৃন্দ ও বিভিন্ন সরকারি দপ্তরের কর্মকর্তারা অংশগ্রহণ করেন। -খবর বিজ্ঞপ্তি — [20, 981, 760, 1042]
column-divider — [948, 44, 949, 2324]
story-body: মোবাইল ফোনে কথা বলার খরচ কমানোর উদ্যোগ নিয়েছে বাংলাদেশ টেলিযোগাযোগ নিয়ন্ত্রণ কমিশন (বিটিআরসি)। কলরেট পুনর্নির্ধারণে মোবাইল অপারেটরদের সঙ্গে আলোচনা শুরু করেছে সংস্থাটি। বিটিআরসির এক কর্মকর্তা জানান, গ্রাহকের স্বার্থ বিবেচনায় সর্বনিম্ন কলরেট কমানোর বিষয়টি নিয়ে কাজ চলছে। এছাড়া ইন্টারনেট ডাটা প্যাকেজের মেয়াদ ও দাম নিয়েও নতুন নির্দেশনা আসতে পারে। মোবাইল অপারেটররা জানিয়েছে, তারা বিটিআরসির নির্দেশনা অনুযায়ী কাজ করবে। তবে নেটওয়ার্ক সম্প্রসারণ ও পরিচালন ব্যয় বিবেচনায় নেওয়ার অনুরোধ জানিয়েছে তারা। গ্রাহক অধিকার সংগঠনগুলো এ উদ্যোগকে স্বাগত জানিয়েছে। তারা দ্রুত এ সিদ্ধান্ত বাস্তবায়নের দাবি জানিয়েছে। টেলিযোগাযোগ বিশেষজ্ঞরা বলছেন, কলরেট কমলে গ্রাহক সংখ্যা বাড়বে এবং অপারেটরদের আয়ও বৃদ্ধি পাবে। একই সঙ্গে সেবার মান উন্নয়নেও নজর দিতে হবে। বিটিআরসি শিগগিরই এ বিষয়ে চূড়ান্ত সিদ্ধান্ত ঘোষণা করবে বলে জানা গেছে। — [952, 1350, 1156, 1691]
address: ইলাম, খুলনা শাখা, ৩৬ সাউথ সেন্ট্রাল রোড, খুলনা — [1237, 1197, 1451, 1210]
byline: স্পোর্টস রিপোর্টার ঃ — [768, 1504, 869, 1519]
lead-story — [952, 46, 1156, 613]
ad-contact: মোবাইল: 01711-806633 — [1366, 314, 1507, 329]
volunteer-story — [20, 46, 760, 176]
ad-title: এ্যাফিডেভিট — [1356, 567, 1517, 593]
headline: শৈলকুপায় টিসিবির পণ্যে ওজনে কম দেওয়ার অভিযোগ — [955, 622, 1153, 693]
ad-doctor: প্রফেসর ডাঃ ইসরাইল বিশ্বাস — [1186, 875, 1317, 890]
headline: ছেলেধরা সন্দেহে গণপিটুনিতে মৃত যুবকের দাফন সম্পন্ন — [957, 45, 1151, 130]
magura-story — [768, 46, 944, 427]
headline: বাগেরহাটে নৌযান — [316, 954, 464, 979]
headline: ফকিরহাটের ফলতিতা — [305, 527, 475, 552]
ad-number: আর-৯১৬ — [1476, 538, 1517, 550]
story-body: যশোরের মনিরামপুর উপজেলা বিএনপির সাবেক আহ্বায়ক ও উপজেলা পরিষদের সাবেক চেয়ারম্যান আসাদুজ্জামান মিন্টুর সুস্থতা কামনায় দোয়া মাহফিল অনুষ্ঠিত হয়েছে। বুধবার বিকেলে উপজেলা বিএনপির দলীয় কার্যালয়ে এ দোয়া মাহফিলের আয়োজন করা হয়। দোয়া মাহফিলে উপজেলা বিএনপি ও অঙ্গ সংগঠনের নেতা-কর্মীরা অংশ নেন। বক্তারা বলেন, আসাদুজ্জামান মিন্টু দীর্ঘদিন ধরে অসুস্থ অবস্থায় চিকিৎসাধীন রয়েছেন। তার দ্রুত আরোগ্য কামনায় সকলের কাছে দোয়া চাওয়া হয়। এসময় উপস্থিত ছিলেন উপজেলা বিএনপির সভাপতি, সাধারণ সম্পাদক, যুবদল, ছাত্রদল, স্বেচ্ছাসেবক দলসহ বিভিন্ন অঙ্গ সংগঠনের নেতৃবৃন্দ। দোয়া পরিচালনা করেন স্থানীয় মসজিদের ইমাম। — [768, 527, 944, 821]
ad-body: একটি স্বনামধন্য প্রতিষ্ঠানের জন্য কয়েকজন অভিজ্ঞ মার্কেটিং অফিসার আবশ্যক। শিক্ষাগত যোগ্যতা: এইচএসসি/স্নাতক। আকর্ষণীয় বেতন ও কমিশন দেওয়া হবে। আগ্রহীগণ জীবনবৃত্তান্ত ইমেইল করুন। — [1171, 593, 1332, 681]
child-abuse-story — [952, 924, 1156, 1229]
masthead — [20, 8, 1524, 37]
headline: তারা নবজাতকের খোঁজ নিতে ক্লিনিকে — [267, 1216, 513, 1236]
